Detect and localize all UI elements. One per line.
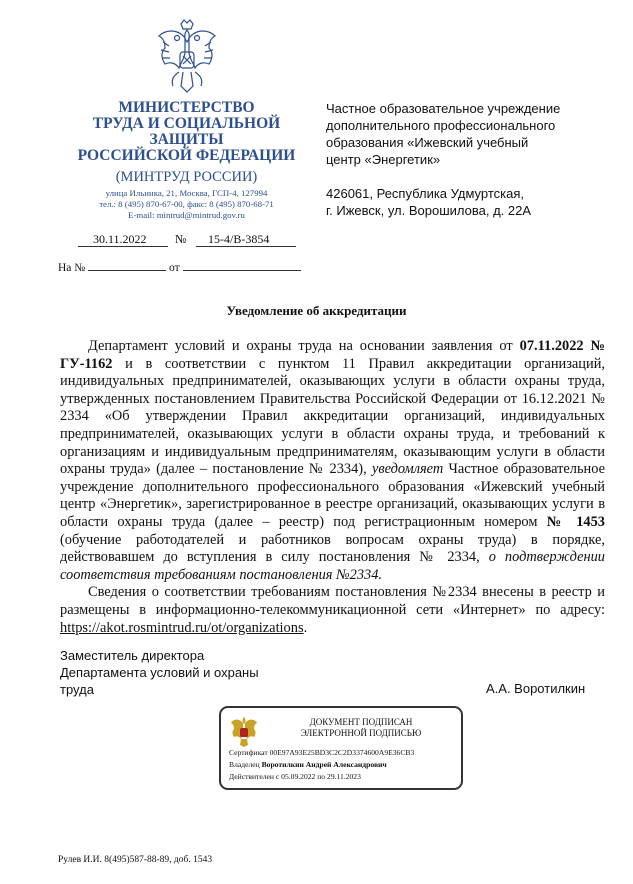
ministry-name-line: МИНИСТЕРСТВО (118, 99, 255, 116)
signer-position-line: Департамента условий и охраны (60, 665, 259, 680)
from-blank (183, 259, 301, 271)
stamp-header-line: ДОКУМЕНТ ПОДПИСАН (309, 717, 413, 727)
recipient-line: Частное образовательное учреждение (326, 101, 561, 116)
from-label: от (169, 262, 180, 274)
number-underline (196, 246, 296, 247)
recipient-address-line: г. Ижевск, ул. Ворошилова, д. 22А (326, 203, 532, 218)
ministry-short-name: (МИНТРУД РОССИИ) (115, 169, 258, 185)
body-text: Частное образовательное учреждение дополнительного профессионального образования «Ижевский учебный центр «Энергетик», зарегистрированное в реестре организаций, оказывающих услуги в области охраны труда (далее – реестр) под регистрационным номером (60, 461, 605, 530)
ministry-name (70, 100, 303, 164)
on-number-blank (88, 259, 166, 271)
reply-reference-line (58, 259, 301, 274)
stamp-header-line: ЭЛЕКТРОННОЙ ПОДПИСЬЮ (300, 728, 422, 738)
signer-position (60, 647, 259, 698)
registration-date: 30.11.2022 (93, 232, 147, 246)
confirmation-text: о подтверждении соответствия требованиям постановления №2334. (60, 549, 605, 583)
on-number-label: На № (58, 262, 86, 274)
stamp-validity-row (229, 772, 361, 781)
body-text: . (303, 619, 308, 636)
valid-to-word: по (317, 772, 326, 781)
valid-from: 05.09.2022 (281, 772, 316, 781)
certificate-value: 00E97A93E25BD3C2C2D3374600A9E36CB3 (269, 748, 415, 757)
document-body (60, 338, 605, 637)
ministry-name-line: ТРУДА И СОЦИАЛЬНОЙ (92, 115, 281, 132)
recipient-address-line: 426061, Республика Удмуртская, (326, 186, 525, 201)
date-underline (78, 246, 168, 247)
document-title: Уведомление об аккредитации (226, 303, 407, 318)
coat-of-arms-icon (230, 714, 258, 747)
recipient-block (326, 100, 596, 219)
electronic-signature-stamp (219, 706, 463, 790)
recipient-line: дополнительного профессионального (326, 118, 556, 133)
registration-number: 15-4/В-3854 (208, 232, 270, 246)
signer-position-line: труда (60, 682, 94, 697)
stamp-owner-row (229, 760, 387, 769)
body-paragraph-2 (60, 584, 605, 637)
certificate-label: Сертификат (229, 748, 268, 757)
signer-position-line: Заместитель директора (60, 648, 205, 663)
registration-line (78, 232, 296, 246)
registration-number-highlight: № 1453 (546, 513, 605, 530)
valid-label: Действителен (229, 772, 274, 781)
valid-from-word: с (275, 772, 280, 781)
recipient-line: центр «Энергетик» (326, 152, 441, 167)
notify-word: уведомляет (371, 461, 444, 478)
application-reference: 07.11.2022 № ГУ-1162 (60, 338, 605, 372)
stamp-certificate-row (229, 748, 414, 757)
ministry-address-block (70, 188, 303, 221)
ministry-email: E-mail: mintrud@mintrud.gov.ru (128, 210, 245, 220)
stamp-header (266, 717, 456, 739)
ministry-phone-fax: тел.: 8 (495) 870-67-00, факс: 8 (495) 870-68-71 (99, 199, 274, 209)
signer-name: А.А. Воротилкин (486, 681, 586, 696)
ministry-name-line: ЗАЩИТЫ (149, 131, 224, 148)
owner-label: Владелец (229, 760, 260, 769)
body-text: и в соответствии с пунктом 11 Правил аккредитации организаций, индивидуальных предпринимателей, оказывающих услуги в области охраны труда, утвержденных постановлением Правительства Российской Федерации от 16.12.2021 № 2334 «Об утверждении Правил аккредитации организаций, индивидуальных предпринимателей, оказывающих услуги в области охраны труда, и требований к организациям и индивидуальным предпринимателям, оказывающим услуги в области охраны труда» (далее – постановление № 2334), (60, 355, 605, 478)
registry-link[interactable]: https://akot.rosmintrud.ru/ot/organizations (60, 619, 304, 636)
recipient-line: образования «Ижевский учебный (326, 135, 529, 150)
ministry-name-line: РОССИЙСКОЙ ФЕДЕРАЦИИ (77, 147, 296, 164)
owner-value: Воротилкин Андрей Александрович (261, 760, 387, 769)
valid-to: 29.11.2023 (327, 772, 361, 781)
body-paragraph-1 (60, 338, 605, 584)
body-text: Сведения о соответствии требованиям постановления №2334 внесены в реестр и размещены в информационно-телекоммуникационной сети «Интернет» по адресу: (60, 584, 605, 618)
body-text: Департамент условий и охраны труда на основании заявления от (88, 338, 520, 354)
executor-contact: Рулев И.И. 8(495)587-88-89, доб. 1543 (58, 855, 213, 865)
registration-number-sign: № (175, 232, 187, 246)
eagle-emblem-icon (155, 18, 219, 94)
ministry-address: улица Ильинка, 21, Москва, ГСП-4, 127994 (105, 188, 268, 198)
body-text: (обучение работодателей и работников вопросам охраны труда) в порядке, действовавшем до вступления в силу постановления № 2334, (60, 531, 605, 566)
